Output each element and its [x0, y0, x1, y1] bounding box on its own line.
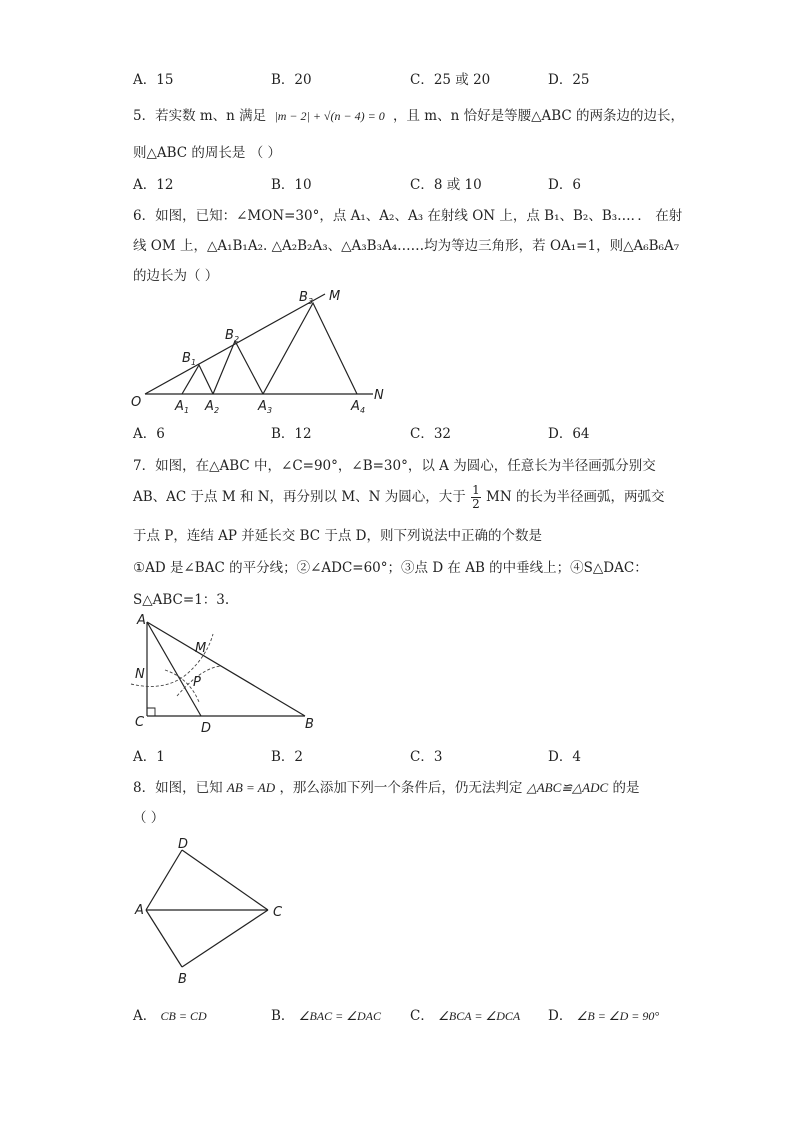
q5-option-c: C．8 或 10: [410, 177, 482, 193]
q6-option-d: D．64: [548, 426, 590, 442]
q5-option-b: B．10: [271, 177, 312, 193]
q7-figure: [125, 610, 325, 740]
label-a4-sub: 4: [360, 406, 366, 415]
label-a2-sub: 2: [214, 406, 220, 415]
side-ad: [146, 850, 182, 910]
q8-option-d-letter: D．: [548, 1008, 573, 1024]
q7-stem-line2: [133, 484, 664, 511]
label-b1: B: [182, 351, 191, 366]
q8-congruence: △ABC≌△ADC: [526, 780, 609, 795]
q8-option-a: [133, 1004, 207, 1024]
label-c: C: [135, 715, 145, 730]
q8-option-d: [548, 1004, 659, 1024]
q5-stem-pre: 5．若实数 m、n 满足: [133, 108, 267, 124]
label-a: A: [137, 613, 146, 628]
q8-line1-mid: ，那么添加下列一个条件后，仍无法判定: [279, 780, 523, 796]
q7-stem-line3: 于点 P，连结 AP 并延长交 BC 于点 D，则下列说法中正确的个数是: [133, 528, 542, 544]
label-a4: A: [351, 399, 360, 414]
label-a2: A: [205, 399, 214, 414]
q5-option-d: D．6: [548, 177, 581, 193]
q8-option-a-formula: CB = CD: [160, 1009, 207, 1023]
label-b2-sub: 2: [234, 335, 240, 344]
triangle-a3b3a4: [263, 303, 357, 394]
q8-option-d-formula: ∠B = ∠D = 90°: [576, 1009, 660, 1023]
q5-stem-post: ，且 m、n 恰好是等腰△ABC 的两条边的边长，: [393, 108, 685, 124]
label-d: D: [178, 837, 189, 852]
label-c: C: [273, 905, 283, 920]
label-b: B: [305, 717, 314, 732]
label-a3-sub: 3: [267, 406, 273, 415]
q8-figure: [130, 835, 290, 990]
q7-line2-post: MN 的长为半径画弧，两弧交: [486, 489, 665, 505]
side-bc: [182, 910, 268, 967]
q7-option-a: A．1: [133, 749, 165, 765]
triangle-a2b2a3: [213, 341, 263, 394]
q8-line1-post: 的是: [612, 780, 640, 796]
label-a3: A: [258, 399, 267, 414]
q8-option-c-letter: C．: [410, 1008, 434, 1024]
q5-formula: |m − 2| + √(n − 4) = 0: [274, 109, 385, 123]
q4-option-d: D．25: [548, 72, 590, 88]
q6-option-b: B．12: [271, 426, 312, 442]
q8-option-b: [271, 1004, 381, 1024]
q7-stem-line4: ①AD 是∠BAC 的平分线；②∠ADC=60°；③点 D 在 AB 的中垂线上；④S△DAC：: [133, 560, 648, 576]
q6-figure: [125, 283, 395, 418]
q8-stem-line2: （ ）: [133, 810, 165, 826]
q8-given: AB = AD: [226, 780, 276, 795]
q8-option-b-formula: ∠BAC = ∠DAC: [298, 1009, 381, 1023]
label-b1-sub: 1: [191, 358, 197, 367]
label-b3: B: [299, 290, 308, 305]
q5-option-a: A．12: [133, 177, 174, 193]
label-p: P: [193, 675, 201, 690]
q6-option-c: C．32: [410, 426, 452, 442]
q8-option-c: [410, 1004, 520, 1024]
q7-fraction: [471, 484, 481, 511]
q7-option-b: B．2: [271, 749, 304, 765]
q7-frac-den: 2: [472, 497, 480, 511]
q8-option-b-letter: B．: [271, 1008, 295, 1024]
label-m: M: [195, 641, 207, 656]
label-b: B: [178, 972, 187, 987]
label-a1: A: [175, 399, 184, 414]
side-ab: [146, 910, 182, 967]
q8-option-a-letter: A．: [133, 1008, 157, 1024]
q7-option-d: D．4: [548, 749, 581, 765]
q6-stem-line3: 的边长为（ ）: [133, 268, 219, 284]
segment-ad: [147, 622, 201, 716]
q6-stem-line2: 线 OM 上，△A₁B₁A₂. △A₂B₂A₃、△A₃B₃A₄……均为等边三角形，若 OA₁=1，则△A₆B₆A₇: [133, 238, 680, 254]
q4-option-c: C．25 或 20: [410, 72, 491, 88]
q7-option-c: C．3: [410, 749, 443, 765]
ray-om: [145, 294, 325, 394]
label-n: N: [374, 388, 384, 403]
side-ab: [147, 622, 305, 716]
q6-stem-line1: 6．如图，已知：∠MON=30°，点 A₁、A₂、A₃ 在射线 ON 上，点 B₁、B₂、B₃…．． 在射: [133, 208, 683, 224]
q7-line2-pre: AB、AC 于点 M 和 N，再分别以 M、N 为圆心，大于: [133, 489, 466, 505]
side-dc: [182, 850, 268, 910]
label-o: O: [131, 395, 142, 410]
triangle-a1b1a2: [182, 365, 213, 394]
q8-option-c-formula: ∠BCA = ∠DCA: [438, 1009, 521, 1023]
right-angle-mark: [147, 708, 155, 716]
label-a: A: [135, 903, 144, 918]
q5-stem-line2: 则△ABC 的周长是 （ ）: [133, 145, 282, 161]
label-d: D: [201, 721, 212, 736]
q4-option-b: B．20: [271, 72, 312, 88]
q7-stem-line1: 7．如图，在△ABC 中，∠C=90°，∠B=30°，以 A 为圆心，任意长为半径画弧分别交: [133, 458, 656, 474]
label-n: N: [135, 667, 145, 682]
label-b2: B: [225, 328, 234, 343]
label-m: M: [329, 289, 341, 304]
q7-frac-num: 1: [472, 483, 480, 497]
q8-stem-line1: [133, 776, 639, 796]
label-a1-sub: 1: [184, 406, 190, 415]
label-b3-sub: 3: [308, 297, 314, 306]
q8-line1-pre: 8．如图，已知: [133, 780, 223, 796]
q5-stem: [133, 104, 684, 124]
q7-stem-line5: S△ABC=1：3.: [133, 592, 230, 608]
q4-option-a: A．15: [133, 72, 174, 88]
q6-option-a: A．6: [133, 426, 165, 442]
